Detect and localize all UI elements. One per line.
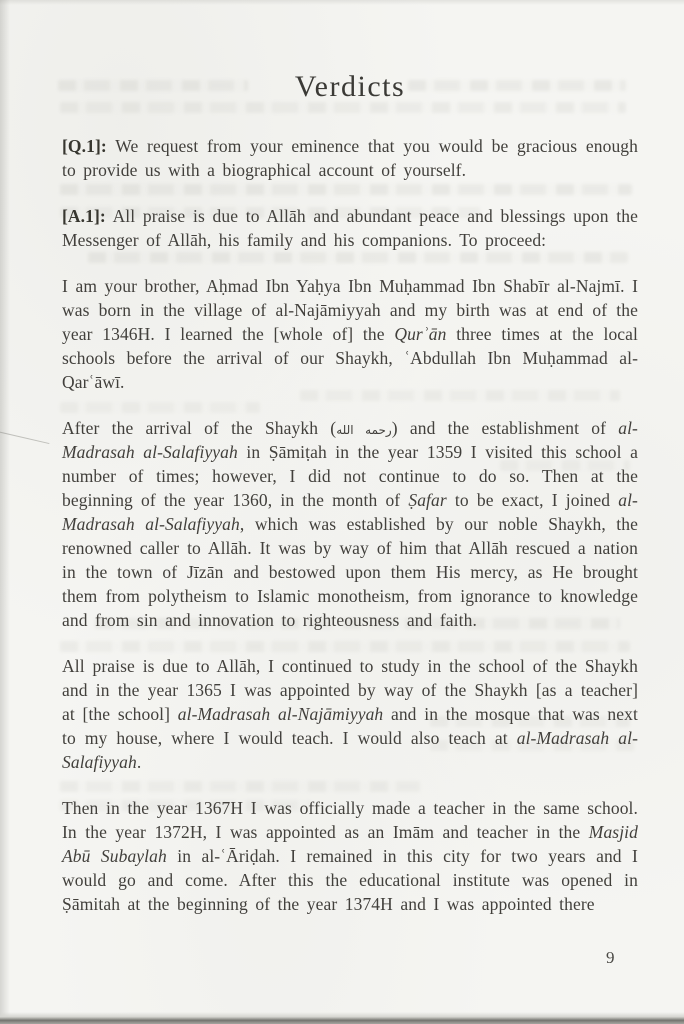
text-segment: al-Madrasah al-Salafiyyah [62, 490, 638, 534]
text-segment: All praise is due to Allāh, I continued to study in the school of the Shaykh and in the year 1365 I was appointed by way of the Shaykh [as a teacher] at [the school] [62, 656, 638, 724]
text-segment: , which was established by our noble Shaykh, the renowned caller to Allāh. It was by way of him that Allāh rescued a nation in the town of Jīzān and bestowed upon them His mercy, as He brought them from polytheism to Islamic monotheism, from ignorance to knowledge and from sin and innovation to righteousness and faith. [62, 514, 638, 630]
text-segment: al-Madrasah al-Salafiyyah [62, 728, 638, 772]
biography-appointments-paragraph [62, 796, 638, 916]
text-segment: After the arrival of the Shaykh ( [62, 418, 337, 438]
text-segment: to be exact, I joined [446, 490, 619, 510]
text-segment: al-Madrasah al-Najāmiyyah [177, 704, 384, 724]
text-segment: al-Madrasah al-Salafiyyah [62, 418, 638, 462]
text-segment: three times at the local schools before the arrival of our Shaykh, ʿAbdullah Ibn Muḥammad al-Qarʿāwī. [62, 324, 639, 392]
biography-birth-paragraph [62, 274, 638, 394]
page-bottom-edge [0, 1012, 684, 1024]
text-block [62, 0, 638, 916]
text-segment: I am your brother, Aḥmad Ibn Yaḥya Ibn Muḥammad Ibn Shabīr al-Najmī. I was born in the village of al-Najāmiyyah and my birth was at end of the year 1346H. I learned the [whole of] the [62, 276, 638, 344]
text-segment: Ṣafar [408, 490, 447, 510]
text-segment: [A.1]: [62, 206, 106, 226]
page-top-edge-shadow [0, 0, 684, 5]
arabic-honorific: رحمه الله [336, 423, 392, 437]
answer-1-opening [62, 204, 638, 252]
page-title: Verdicts [294, 70, 406, 103]
text-segment: Masjid Abū Subaylah [62, 822, 638, 866]
text-segment: ) and the establishment of [391, 418, 619, 438]
question-1 [62, 134, 638, 182]
text-segment: All praise is due to Allāh and abundant peace and blessings upon the Messenger of Allāh, his family and his companions. To proceed: [62, 206, 638, 250]
text-segment: Then in the year 1367H I was officially made a teacher in the same school. In the year 1372H, I was appointed as an Imām and teacher in the [62, 798, 638, 842]
text-segment: in Ṣāmiṭah in the year 1359 I visited this school a number of times; however, I did not continue to do so. Then at the beginning of the year 1360, in the month of [62, 442, 638, 510]
text-segment: . [136, 752, 142, 772]
biography-school-paragraph [62, 416, 638, 632]
text-segment: [Q.1]: [62, 136, 107, 156]
text-segment: Qurʾān [394, 324, 447, 344]
page-left-edge-shadow [0, 0, 10, 1024]
text-segment: and in the mosque that was next to my house, where I would teach. I would also teach at [62, 704, 638, 748]
text-segment: in al-ʿĀriḍah. I remained in this city for two years and I would go and come. After this the educational institute was opened in Ṣāmitah at the beginning of the year 1374H and I was appointed there [62, 846, 638, 914]
text-segment: We request from your eminence that you would be gracious enough to provide us with a biographical account of yourself. [62, 136, 638, 180]
biography-teaching-paragraph [62, 654, 638, 774]
page-number: 9 [606, 948, 615, 967]
